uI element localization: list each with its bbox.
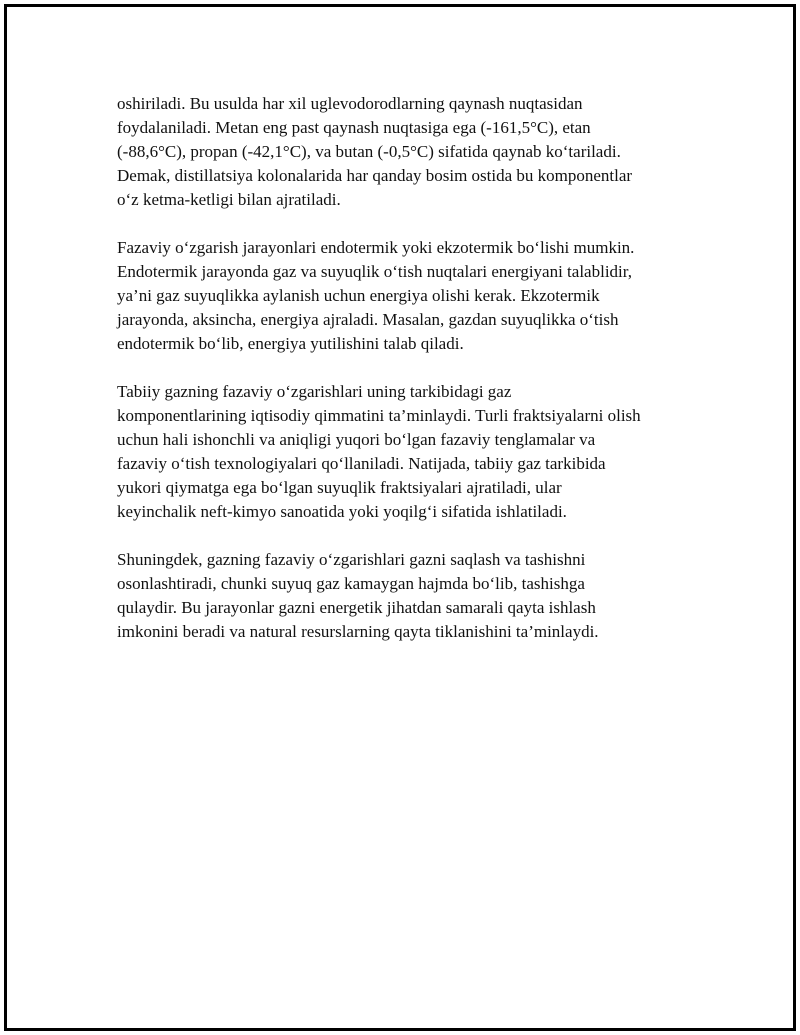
- paragraph-3: [117, 380, 697, 524]
- paragraph-1: [117, 92, 697, 212]
- text-line: Demak, distillatsiya kolonalarida har qanday bosim ostida bu komponentlar: [117, 166, 633, 185]
- paragraph-2: [117, 236, 697, 356]
- text-line: foydalaniladi. Metan eng past qaynash nuqtasiga ega (-161,5°C), etan: [117, 118, 591, 137]
- text-line: ya’ni gaz suyuqlikka aylanish uchun energiya olishi kerak. Ekzotermik: [117, 286, 600, 305]
- text-line: jarayonda, aksincha, energiya ajraladi. Masalan, gazdan suyuqlikka o‘tish: [117, 310, 619, 329]
- text-line: Fazaviy o‘zgarish jarayonlari endotermik yoki ekzotermik bo‘lishi mumkin.: [117, 238, 635, 257]
- text-line: Tabiiy gazning fazaviy o‘zgarishlari uning tarkibidagi gaz: [117, 382, 512, 401]
- text-line: endotermik bo‘lib, energiya yutilishini talab qiladi.: [117, 334, 464, 353]
- text-line: Shuningdek, gazning fazaviy o‘zgarishlari gazni saqlash va tashishni: [117, 550, 586, 569]
- text-line: keyinchalik neft-kimyo sanoatida yoki yoqilg‘i sifatida ishlatiladi.: [117, 502, 567, 521]
- document-body: [117, 92, 697, 668]
- text-line: (-88,6°C), propan (-42,1°C), va butan (-0,5°C) sifatida qaynab ko‘tariladi.: [117, 142, 621, 161]
- text-line: qulaydir. Bu jarayonlar gazni energetik jihatdan samarali qayta ishlash: [117, 598, 596, 617]
- paragraph-4: [117, 548, 697, 644]
- text-line: komponentlarining iqtisodiy qimmatini ta’minlaydi. Turli fraktsiyalarni olish: [117, 406, 641, 425]
- text-line: yukori qiymatga ega bo‘lgan suyuqlik fraktsiyalari ajratiladi, ular: [117, 478, 562, 497]
- text-line: oshiriladi. Bu usulda har xil uglevodorodlarning qaynash nuqtasidan: [117, 94, 583, 113]
- text-line: uchun hali ishonchli va aniqligi yuqori bo‘lgan fazaviy tenglamalar va: [117, 430, 596, 449]
- text-line: o‘z ketma-ketligi bilan ajratiladi.: [117, 190, 341, 209]
- text-line: osonlashtiradi, chunki suyuq gaz kamaygan hajmda bo‘lib, tashishga: [117, 574, 585, 593]
- text-line: Endotermik jarayonda gaz va suyuqlik o‘tish nuqtalari energiyani talablidir,: [117, 262, 632, 281]
- text-line: fazaviy o‘tish texnologiyalari qo‘llaniladi. Natijada, tabiiy gaz tarkibida: [117, 454, 606, 473]
- text-line: imkonini beradi va natural resurslarning qayta tiklanishini ta’minlaydi.: [117, 622, 599, 641]
